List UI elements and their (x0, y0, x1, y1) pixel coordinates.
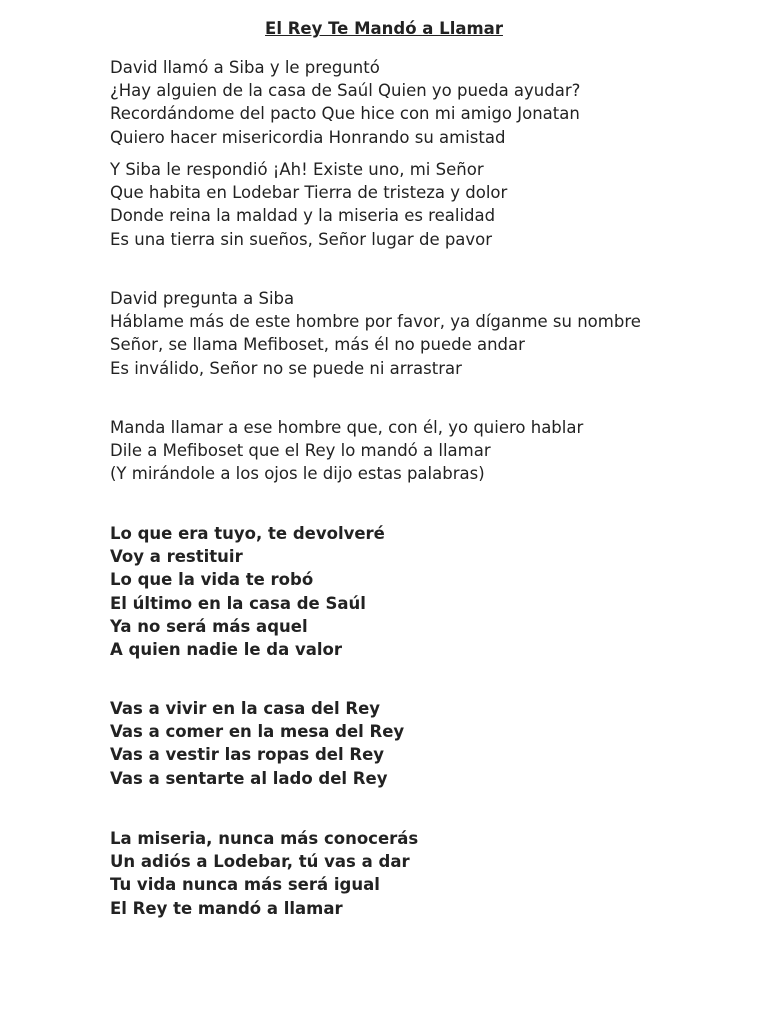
lyric-line: Manda llamar a ese hombre que, con él, yo quiero hablar (110, 418, 584, 437)
lyric-line: El último en la casa de Saúl (110, 593, 366, 613)
chorus-stanza-2 (110, 697, 750, 790)
lyric-line: ¿Hay alguien de la casa de Saúl Quien yo pueda ayudar? (110, 81, 581, 101)
lyric-line: Ya no será más aquel (110, 616, 308, 636)
stanza-1 (110, 56, 750, 149)
stanza-4 (110, 416, 750, 486)
lyric-line: El Rey te mandó a llamar (110, 898, 343, 918)
lyric-line: Voy a restituir (110, 547, 243, 567)
lyric-line: Lo que era tuyo, te devolveré (110, 524, 385, 543)
lyric-line: La miseria, nunca más conocerás (110, 829, 419, 848)
lyric-line: Vas a sentarte al lado del Rey (110, 768, 388, 788)
lyric-line: Un adiós a Lodebar, tú vas a dar (110, 852, 410, 872)
lyric-line: Háblame más de este hombre por favor, ya díganme su nombre (110, 312, 641, 332)
lyric-line: Recordándome del pacto Que hice con mi amigo Jonatan (110, 104, 580, 124)
lyric-line: Es una tierra sin sueños, Señor lugar de pavor (110, 229, 493, 249)
lyric-line: (Y mirándole a los ojos le dijo estas palabras) (110, 464, 485, 484)
song-title: El Rey Te Mandó a Llamar (265, 19, 503, 38)
stanza-2 (110, 158, 750, 251)
lyric-line: David pregunta a Siba (110, 289, 295, 308)
lyric-line: David llamó a Siba y le preguntó (110, 58, 380, 77)
lyric-line: Señor, se llama Mefiboset, más él no puede andar (110, 335, 525, 355)
lyric-line: Vas a vivir en la casa del Rey (110, 699, 381, 718)
lyric-line: Donde reina la maldad y la miseria es realidad (110, 206, 496, 226)
stanza-3 (110, 287, 750, 380)
lyric-line: Vas a vestir las ropas del Rey (110, 745, 385, 765)
lyric-line: Es inválido, Señor no se puede ni arrastrar (110, 358, 462, 378)
chorus-stanza-3 (110, 827, 750, 920)
lyric-line: Que habita en Lodebar Tierra de tristeza y dolor (110, 183, 508, 203)
lyric-line: Vas a comer en la mesa del Rey (110, 722, 405, 742)
lyric-line: Y Siba le respondió ¡Ah! Existe uno, mi Señor (110, 160, 484, 179)
lyric-line: A quien nadie le da valor (110, 640, 342, 660)
lyric-line: Dile a Mefiboset que el Rey lo mandó a llamar (110, 441, 491, 461)
lyric-line: Quiero hacer misericordia Honrando su amistad (110, 127, 506, 147)
chorus-stanza-1 (110, 522, 750, 661)
lyric-line: Lo que la vida te robó (110, 570, 314, 590)
lyric-line: Tu vida nunca más será igual (110, 875, 380, 895)
